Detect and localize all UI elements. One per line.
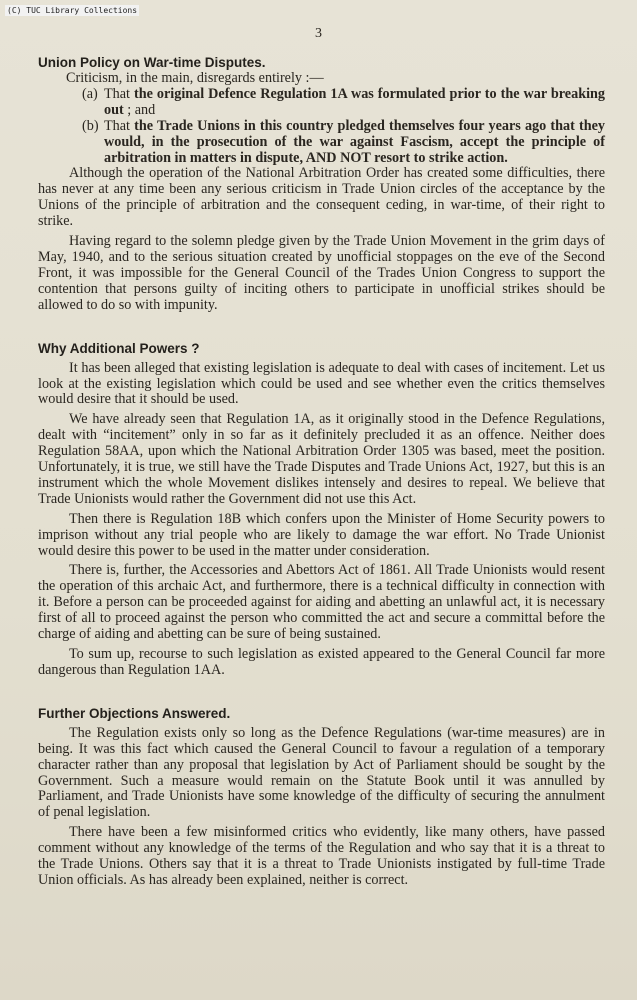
list-item-label: (a) — [82, 85, 98, 102]
section-heading-further-objections: Further Objections Answered. — [38, 705, 231, 721]
paragraph: It has been alleged that existing legislation is adequate to deal with cases of incitement. Let us look at the existing legislation which could be used and see whether even the critics themselves would desire that it should be used. — [38, 359, 605, 408]
criticism-intro: Criticism, in the main, disregards entirely :— — [66, 70, 324, 86]
section-heading-war-time-disputes: Union Policy on War-time Disputes. — [38, 55, 266, 70]
copyright-notice: (C) TUC Library Collections — [7, 6, 138, 15]
list-item-b — [38, 119, 605, 167]
list-item-a — [38, 87, 605, 119]
document-body — [38, 54, 605, 889]
list-item-lead: That — [104, 85, 130, 102]
list-item-label: (b) — [82, 117, 99, 134]
paragraph: The Regulation exists only so long as the Defence Regulations (war-time measures) are in being. It was this fact which caused the General Council to favour a regulation of a temporary character rather than any proposal that legislation by Act of Parliament should be sought by the Government. Such a measure would remain on the Statute Book until it was annulled by Parliament, and Trade Unionists have some knowledge of the difficulty of securing the annulment of penal legislation. — [38, 724, 605, 821]
list-item-lead: That — [104, 117, 130, 134]
list-item-tail: ; and — [127, 101, 156, 118]
paragraph: Although the operation of the National Arbitration Order has created some difficulties, there has never at any time been any serious criticism in Trade Union circles of the acceptance by the Unions of the principle of arbitration and the consequent ceding, in war-time, of their right to strike. — [38, 165, 605, 230]
list-item-text: the original Defence Regulation 1A was formulated prior to the war breaking out — [104, 85, 606, 118]
paragraph: There have been a few misinformed critics who evidently, like many others, have passed comment without any knowledge of the terms of the Regulation and who say that it is a threat to the Trade Unions. Others say that it is a threat to Trade Unionists instigated by full-time Trade Union officials. As has already been explained, neither is correct. — [38, 824, 605, 888]
paragraph: Then there is Regulation 18B which confers upon the Minister of Home Security powers to imprison without any trial people who are likely to damage the war effort. No Trade Unionist would desire this power to be used in the matter under consideration. — [38, 510, 605, 559]
paragraph: To sum up, recourse to such legislation as existed appeared to the General Council far more dangerous than Regulation 1AA. — [38, 646, 605, 678]
paragraph: There is, further, the Accessories and Abettors Act of 1861. All Trade Unionists would resent the operation of this archaic Act, and furthermore, there is a technical difficulty in connection with it. Before a person can be proceeded against for aiding and abetting an unlawful act, it is necessary first of all to proceed against the person who committed the act and secure a committal before the charge of aiding and abetting can be sure of being sustained. — [38, 562, 605, 643]
paragraph: Having regard to the solemn pledge given by the Trade Union Movement in the grim days of May, 1940, and to the serious situation created by unofficial stoppages on the eve of the Second Front, it was impossible for the General Council of the Trades Union Congress to support the contention that persons guilty of inciting others to participate in unofficial strikes should be allowed to do so with impunity. — [38, 233, 605, 313]
list-item-text: the Trade Unions in this country pledged themselves four years ago that they would, in the prosecution of the war against Fascism, accept the principle of arbitration in matters in dispute, AND NOT resort to strike action. — [104, 117, 606, 166]
page-number: 3 — [315, 26, 322, 41]
paragraph: We have already seen that Regulation 1A, as it originally stood in the Defence Regulations, dealt with “incitement” only in so far as it definitely precluded it as an offence. Neither does Regulation 58AA, upon which the National Arbitration Order 1305 was based, meet the position. Unfortunately, it is true, we still have the Trade Disputes and Trade Unions Act, 1927, but this is an instrument which the whole Movement dislikes intensely and desires to repeal. We believe that Trade Unionists would rather the Government did not use this Act. — [38, 411, 605, 507]
section-heading-additional-powers: Why Additional Powers ? — [38, 340, 200, 356]
